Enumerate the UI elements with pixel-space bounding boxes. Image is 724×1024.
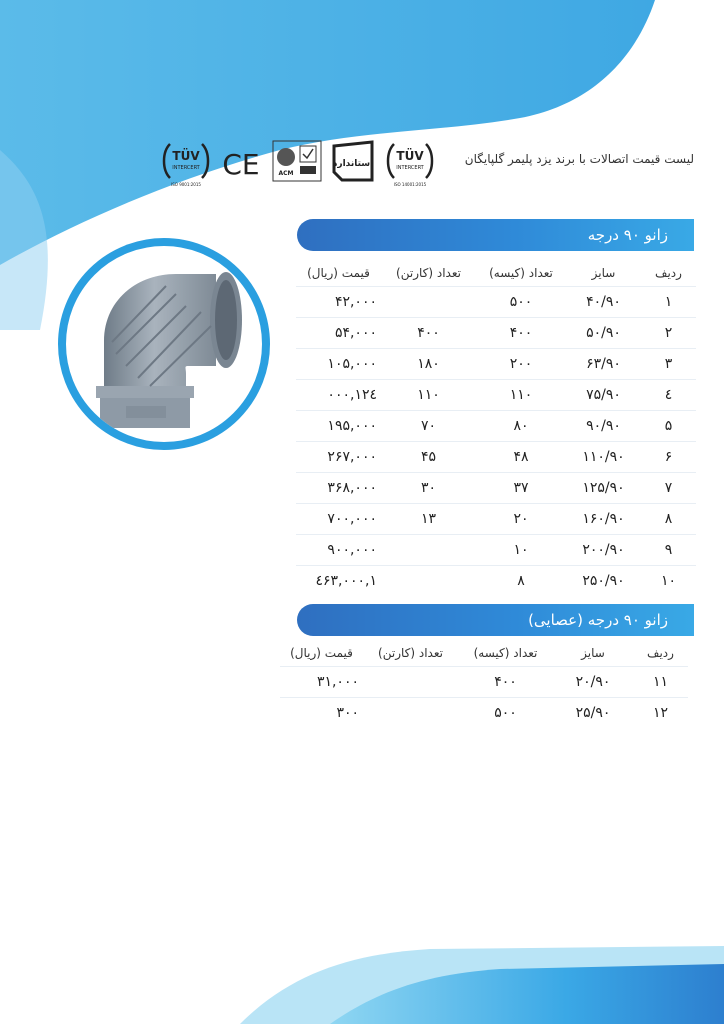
column-header-price: قیمت (ریال) [307,266,370,280]
standard-iran-logo [330,138,376,184]
table-row: ۷ ۱۲۵/۹۰ ۳۷ ۳۰ ۳۶۸,۰۰۰ [296,473,696,504]
svg-text:استاندارد: استاندارد [332,159,374,169]
certification-logos [160,136,440,192]
column-header-row-number: ردیف [655,266,682,280]
column-header-bag-qty: تعداد (کیسه) [489,266,553,280]
table-row: ۲ ۵۰/۹۰ ۴۰۰ ۴۰۰ ۵۴,۰۰۰ [296,318,696,349]
table-row: ۹ ۲۰۰/۹۰ ۱۰ ۹۰۰,۰۰۰ [296,535,696,566]
column-header-row-number: ردیف [647,646,674,660]
product-image-frame [58,238,270,450]
svg-text:ISO 14001:2015: ISO 14001:2015 [393,182,427,187]
table-row: ٤ ۷۵/۹۰ ۱۱۰ ۱۱۰ ۱۲٤,۰۰۰ [296,380,696,411]
price-table-elbow-90 [296,260,696,596]
svg-text:TÜV: TÜV [396,149,424,163]
tuv-interzert-logo-2 [384,136,436,192]
tuv-interzert-logo [160,136,212,192]
svg-text:TÜV: TÜV [172,149,200,163]
elbow-fitting-image [66,246,262,442]
page-title: لیست قیمت اتصالات با برند یزد پلیمر گلپایگان [464,152,694,166]
table-row: ۳ ۶۳/۹۰ ۲۰۰ ۱۸۰ ۱۰۵,۰۰۰ [296,349,696,380]
section-title-elbow-90-cane: زانو ۹۰ درجه (عصایی) [297,604,694,636]
table-row: ۵ ۹۰/۹۰ ۸۰ ۷۰ ۱۹۵,۰۰۰ [296,411,696,442]
table-row: ۱۲ ۲۵/۹۰ ۵۰۰ ۳۰۰ [280,698,688,729]
table-header-row [296,260,696,287]
table-header-row [280,640,688,667]
column-header-carton-qty: تعداد (کارتن) [378,646,443,660]
svg-text:ACM: ACM [278,170,294,177]
column-header-size: سایز [581,646,605,660]
section-title-elbow-90: زانو ۹۰ درجه [297,219,694,251]
svg-text:ISO 9001:2015: ISO 9001:2015 [171,182,201,187]
price-table-elbow-90-cane [280,640,688,728]
table-row: ۱۱ ۲۰/۹۰ ۴۰۰ ۳۱,۰۰۰ [280,667,688,698]
svg-text:CE: CE [222,148,260,181]
column-header-price: قیمت (ریال) [290,646,353,660]
svg-text:INTERCERT: INTERCERT [172,165,200,171]
column-header-carton-qty: تعداد (کارتن) [396,266,461,280]
column-header-size: سایز [591,266,616,280]
table-row: ۱ ۴۰/۹۰ ۵۰۰ ۴۲,۰۰۰ [296,287,696,318]
acm-ukas-logo [272,140,322,184]
footer-background [0,934,724,1024]
table-row: ۶ ۱۱۰/۹۰ ۴۸ ۴۵ ۲۶۷,۰۰۰ [296,442,696,473]
svg-text:INTERCERT: INTERCERT [396,165,424,171]
ce-mark-logo [218,146,264,182]
table-row: ۸ ۱۶۰/۹۰ ۲۰ ۱۳ ۷۰۰,۰۰۰ [296,504,696,535]
table-row: ۱۰ ۲۵۰/۹۰ ۸ ۱,٤۶۳,۰۰۰ [296,566,696,597]
column-header-bag-qty: تعداد (کیسه) [473,646,538,660]
